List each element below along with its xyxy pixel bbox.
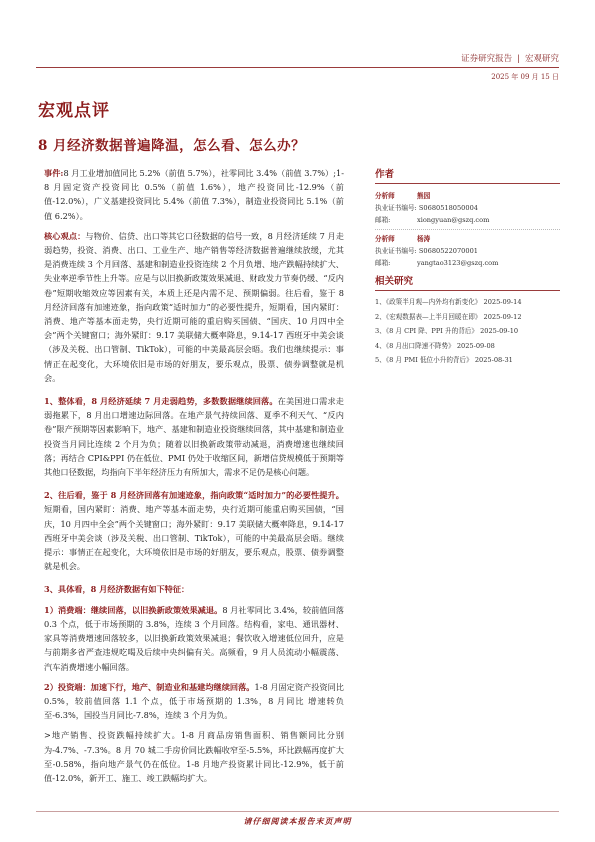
analyst-1-role: 分析师 [375,192,395,200]
related-list [375,295,560,368]
analyst-1-cert-label: 执业证书编号: [375,204,417,212]
footer-divider [36,811,559,812]
analyst-2-email-label: 邮箱: [375,259,391,267]
point-3c [44,728,344,785]
main-content [44,166,344,791]
core-label: 核心观点： [44,230,86,241]
event-label: 事件: [44,168,64,178]
related-item-date: 2025-09-08 [456,341,495,350]
analyst-divider [375,229,560,230]
related-item-date: 2025-09-14 [483,298,522,306]
report-title: 8 月经济数据普遍降温，怎么看、怎么办？ [38,138,306,154]
point-3a-text: 8 月社零同比 3.4%，较前值回落 0.3 个点，低于市场预期的 3.8%，连续 3 个月回落。结构看，家电、通讯器材、家具等消费增速回落较多，以旧换新政策效果减退；餐饮收入增速低位回升，应是与前期多省严查违规吃喝及后续中央纠偏有关。高频看，9 月人员流动小幅震荡、汽车消费增速小幅回落。 [44,604,344,672]
header-subcategory: 宏观研究 [524,54,559,64]
related-item[interactable] [375,339,560,354]
related-item[interactable] [375,310,560,325]
related-item-title: 5、《8 月 PMI 低位小升的背后》 [375,356,473,364]
header-separator: | [517,54,520,64]
analyst-1-cert: S0680518050004 [418,204,478,212]
analyst-1-name: 熊园 [417,192,431,200]
point-3b-heading: 2）投资端：加速下行，地产、制造业和基建均继续回落。 [44,681,255,692]
point-3b [44,680,344,723]
core-text: 与物价、信贷、出口等其它口径数据的信号一致，8 月经济延续 7 月走弱趋势，投资、消费、出口、工业生产、地产销售等经济数据普遍继续放缓，尤其是消费连续 3 个月回落、基建和制造业投资连续 2 个月负增、地产跌幅持续扩大、失业率逆季节性上升等。应是与以旧换新政策效果减退、财政发力节奏仍缓、“反内卷”短期收缩效应等因素有关，本质上还是内需不足、预期偏弱。往后看，鉴于 8 月经济回落有加速迹象，指向政策“适时加力”的必要性提升，短期看，国内紧盯：消费、地产等基本面走势，央行近期可能的重启购买国债、“国庆、10 月四中全会”两个关键窗口；海外紧盯：9.17 美联储大概率降息，9.14-17 西班牙中美会谈（涉及关税、出口管制、TikTok），可能的中美最高层会晤。我们也继续提示：事情正在起变化，大环境依旧是市场的好朋友，要乐观点，股票、债券调整就是机会。 [44,230,344,383]
related-item-title: 1、《政策半月观—内外均有新变化》 [375,298,482,306]
related-item-date: 2025-09-12 [483,312,522,321]
analyst-1 [375,190,560,269]
related-title: 相关研究 [375,273,560,291]
related-item[interactable] [375,324,560,339]
related-research [375,273,560,368]
point-3-heading: 3、具体看，8 月经济数据有如下特征： [44,584,190,595]
event-paragraph [44,166,344,223]
analyst-1-cert-row [375,202,560,214]
related-item[interactable] [375,353,560,368]
point-3 [44,582,344,596]
header-divider [36,67,559,68]
point-2-heading: 2、往后看，鉴于 8 月经济回落有加速迹象，指向政策“适时加力”的必要性提升。 [44,490,344,501]
report-type: 宏观点评 [38,101,110,121]
related-item-date: 2025-08-31 [474,356,513,364]
analyst-2-email-row [375,257,560,269]
point-2 [44,488,344,573]
analyst-1-email-row [375,214,560,226]
analyst-2-name: 杨涛 [417,235,431,243]
analyst-1-email[interactable]: xiongyuan@gszq.com [417,216,490,224]
point-1-text: 在美国进口需求走弱拖累下，8 月出口增速边际回落。在地产景气持续回落、夏季不利天气、“反内卷”限产预期等因素影响下，地产、基建和制造业投资继续回落，其中基建和制造业投资当月同比连续 2 个月为负；随着以旧换新政策带动减退，消费增速也继续回落；再结合 CPI&PPI 仍在低位、PMI 仍处于收缩区间，新增信贷规模低于预期等其他口径数据，均指向下半年经济压力有所加大，需求不足仍是核心问题。 [44,396,344,478]
point-3a [44,603,344,674]
report-date: 2025 年 09 月 15 日 [491,73,559,81]
analyst-2-name-row [375,233,560,245]
related-item-date: 2025-09-10 [480,327,519,335]
analyst-2-cert-row [375,245,560,257]
authors-title: 作者 [375,166,560,184]
related-item-title: 2、《宏观数据表—上半月回暖在即》 [375,312,482,321]
related-item-title: 3、《8 月 CPI 降、PPI 升的背后》 [375,327,478,335]
point-3c-text: >地产销售、投资跌幅持续扩大。1-8 月商品房销售面积、销售额同比分别为-4.7%、-7.3%。8 月 70 城二手房价同比跌幅收窄至-5.5%，环比跌幅再度扩大至-0.58%，指向地产景气仍在低位。1-8 月地产投资累计同比-12.9%，低于前值-12.0%，新开工、施工、竣工跌幅均扩大。 [44,730,344,783]
point-3a-heading: 1）消费端：继续回落，以旧换新政策效果减退。 [44,604,223,615]
header-right [461,52,559,64]
related-item-title: 4、《8 月出口降速不降势》 [375,341,455,350]
sidebar [375,166,560,368]
analyst-2-cert: S0680522070001 [418,247,478,255]
point-1 [44,394,344,479]
event-text: 8 月工业增加值同比 5.2%（前值 5.7%），社零同比 3.4%（前值 3.7%）;1-8 月固定资产投资同比 0.5%（前值 1.6%），地产投资同比-12.9%（前值-12.0%），广义基建投资同比 5.4%（前值 7.3%），制造业投资同比 5.1%（前值 6.2%）。 [44,168,344,221]
analyst-2-cert-label: 执业证书编号: [375,247,417,255]
point-3b-text: 1-8 月固定资产投资同比 0.5%，较前值回落 1.1 个点，低于市场预期的 1.3%，8 月同比 增速转负至-6.3%，国投当月同比-7.8%，连续 3 个月为负。 [44,681,344,721]
analyst-1-name-row [375,190,560,202]
point-2-text: 短期看，国内紧盯：消费、地产等基本面走势，央行近期可能重启购买国债，“国庆，10 月四中全会”两个关键窗口；海外紧盯：9.17 美联储大概率降息，9.14-17 西班牙中美会谈（涉及关税、出口管制、TikTok），可能的中美最高层会晤。继续提示：事情正在起变化，大环境依旧是市场的好朋友，要乐观点，股票、债券调整就是机会。 [44,504,344,572]
analyst-1-email-label: 邮箱: [375,216,391,224]
analyst-2-email[interactable]: yangtao3123@gszq.com [417,259,499,267]
analyst-2-role: 分析师 [375,235,395,243]
point-1-heading: 1、整体看，8 月经济延续 7 月走弱趋势，多数数据继续回落。 [44,396,278,407]
related-item[interactable] [375,295,560,310]
header-category: 证券研究报告 [461,54,513,64]
core-paragraph [44,229,344,385]
footer-disclaimer: 请仔细阅读本报告末页声明 [243,816,352,826]
